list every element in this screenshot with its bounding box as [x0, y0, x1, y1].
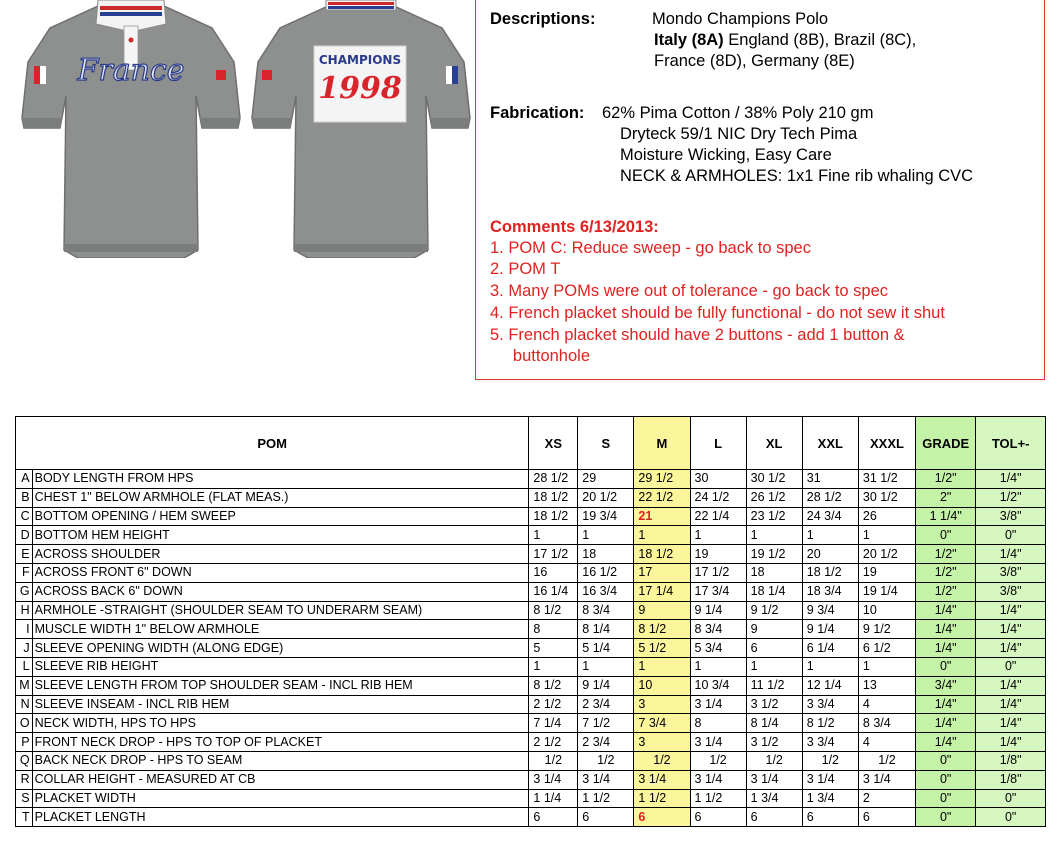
fabrication-label: Fabrication:: [490, 104, 585, 122]
cell-pom-name: FRONT NECK DROP - HPS TO TOP OF PLACKET: [32, 733, 529, 752]
cell-m: 17 1/4: [634, 582, 690, 601]
cell-grade: 1/4": [916, 714, 976, 733]
cell-grade: 0": [916, 770, 976, 789]
cell-tol: 1/4": [976, 545, 1046, 564]
cell-pom-name: ACROSS FRONT 6" DOWN: [32, 563, 529, 582]
cell-s: 1: [578, 657, 634, 676]
cell-xl: 30 1/2: [746, 470, 802, 489]
cell-m: 3 1/4: [634, 770, 690, 789]
cell-xl: 18 1/4: [746, 582, 802, 601]
header-m: M: [634, 417, 690, 470]
cell-xs: 8 1/2: [529, 601, 578, 620]
cell-xs: 8 1/2: [529, 676, 578, 695]
cell-s: 16 3/4: [578, 582, 634, 601]
cell-xxl: 28 1/2: [802, 488, 858, 507]
comment-item-3: 3. Many POMs were out of tolerance - go back to spec: [490, 282, 889, 300]
cell-tol: 3/8": [976, 582, 1046, 601]
cell-xs: 3 1/4: [529, 770, 578, 789]
cell-tol: 1/4": [976, 470, 1046, 489]
cell-m: 3: [634, 695, 690, 714]
cell-l: 10 3/4: [690, 676, 746, 695]
fabrication-line-1: 62% Pima Cotton / 38% Poly 210 gm: [602, 104, 874, 122]
cell-l: 1/2: [690, 751, 746, 770]
cell-xxxl: 1/2: [858, 751, 915, 770]
cell-grade: 0": [916, 789, 976, 808]
cell-m: 22 1/2: [634, 488, 690, 507]
back-patch-year: 1998: [318, 71, 402, 106]
cell-xxxl: 1: [858, 526, 915, 545]
table-row: [16, 789, 1046, 808]
cell-l: 6: [690, 808, 746, 827]
cell-xxl: 9 1/4: [802, 620, 858, 639]
cell-xxl: 6: [802, 808, 858, 827]
cell-xl: 1/2: [746, 751, 802, 770]
cell-xs: 16: [529, 563, 578, 582]
cell-s: 19 3/4: [578, 507, 634, 526]
descriptions-line-1: Mondo Champions Polo: [652, 10, 829, 28]
cell-xs: 17 1/2: [529, 545, 578, 564]
cell-xs: 1: [529, 657, 578, 676]
cell-l: 8: [690, 714, 746, 733]
cell-xl: 1: [746, 526, 802, 545]
cell-xl: 6: [746, 639, 802, 658]
cell-m: 1: [634, 526, 690, 545]
shirt-front-svg: [20, 0, 242, 258]
cell-xxxl: 31 1/2: [858, 470, 915, 489]
cell-tol: 1/2": [976, 488, 1046, 507]
cell-s: 29: [578, 470, 634, 489]
cell-xl: 3 1/2: [746, 733, 802, 752]
cell-m: 7 3/4: [634, 714, 690, 733]
cell-l: 17 1/2: [690, 563, 746, 582]
back-patch-title: CHAMPIONS: [318, 53, 402, 67]
fabrication-line-3: Moisture Wicking, Easy Care: [620, 146, 832, 164]
cell-pom-name: BOTTOM OPENING / HEM SWEEP: [32, 507, 529, 526]
cell-xxl: 20: [802, 545, 858, 564]
cell-l: 3 1/4: [690, 733, 746, 752]
cell-pom-letter: I: [16, 620, 33, 639]
cell-tol: 0": [976, 657, 1046, 676]
cell-s: 2 3/4: [578, 695, 634, 714]
cell-pom-name: PLACKET WIDTH: [32, 789, 529, 808]
header-pom: POM: [16, 417, 529, 470]
comments-title: Comments 6/13/2013:: [490, 218, 659, 236]
cell-tol: 1/4": [976, 601, 1046, 620]
cell-xl: 9 1/2: [746, 601, 802, 620]
header-xxxl: XXXL: [858, 417, 915, 470]
table-row: [16, 507, 1046, 526]
cell-pom-name: BACK NECK DROP - HPS TO SEAM: [32, 751, 529, 770]
cell-m: 10: [634, 676, 690, 695]
cell-s: 6: [578, 808, 634, 827]
comment-item-1: 1. POM C: Reduce sweep - go back to spec: [490, 239, 811, 257]
cell-pom-letter: F: [16, 563, 33, 582]
table-body: [16, 470, 1046, 827]
cell-s: 9 1/4: [578, 676, 634, 695]
header-xl: XL: [746, 417, 802, 470]
cell-pom-name: CHEST 1" BELOW ARMHOLE (FLAT MEAS.): [32, 488, 529, 507]
descriptions-label: Descriptions:: [490, 10, 596, 28]
cell-grade: 3/4": [916, 676, 976, 695]
cell-xxl: 8 1/2: [802, 714, 858, 733]
cell-pom-letter: T: [16, 808, 33, 827]
cell-l: 22 1/4: [690, 507, 746, 526]
cell-pom-letter: M: [16, 676, 33, 695]
cell-pom-name: SLEEVE LENGTH FROM TOP SHOULDER SEAM - INCL RIB HEM: [32, 676, 529, 695]
cell-l: 24 1/2: [690, 488, 746, 507]
table-row: [16, 695, 1046, 714]
cell-tol: 3/8": [976, 563, 1046, 582]
descriptions-line-2-bold: Italy (8A): [654, 31, 724, 49]
cell-xxl: 1 3/4: [802, 789, 858, 808]
cell-xxxl: 1: [858, 657, 915, 676]
cell-grade: 1/2": [916, 563, 976, 582]
descriptions-line-3: France (8D), Germany (8E): [654, 52, 855, 70]
comment-item-2: 2. POM T: [490, 260, 561, 278]
table-row: [16, 657, 1046, 676]
cell-xl: 8 1/4: [746, 714, 802, 733]
cell-xxxl: 20 1/2: [858, 545, 915, 564]
cell-s: 1 1/2: [578, 789, 634, 808]
cell-pom-letter: A: [16, 470, 33, 489]
cell-xs: 18 1/2: [529, 507, 578, 526]
cell-l: 5 3/4: [690, 639, 746, 658]
cell-grade: 0": [916, 657, 976, 676]
cell-m: 18 1/2: [634, 545, 690, 564]
cell-xxl: 1: [802, 526, 858, 545]
descriptions-line-2-rest: England (8B), Brazil (8C),: [723, 31, 917, 49]
cell-xxxl: 4: [858, 733, 915, 752]
cell-tol: 0": [976, 526, 1046, 545]
fabrication-line-4: NECK & ARMHOLES: 1x1 Fine rib whaling CVC: [620, 167, 974, 185]
spec-description-box: [475, 0, 1045, 380]
cell-pom-letter: Q: [16, 751, 33, 770]
cell-xs: 16 1/4: [529, 582, 578, 601]
cell-xs: 8: [529, 620, 578, 639]
cell-xl: 19 1/2: [746, 545, 802, 564]
cell-m: 1 1/2: [634, 789, 690, 808]
cell-s: 1: [578, 526, 634, 545]
header-xs: XS: [529, 417, 578, 470]
cell-xl: 11 1/2: [746, 676, 802, 695]
table-row: [16, 545, 1046, 564]
cell-xl: 9: [746, 620, 802, 639]
cell-xxl: 12 1/4: [802, 676, 858, 695]
table-row: [16, 808, 1046, 827]
cell-tol: 1/4": [976, 695, 1046, 714]
cell-xxl: 1/2: [802, 751, 858, 770]
cell-xxl: 9 3/4: [802, 601, 858, 620]
cell-l: 30: [690, 470, 746, 489]
cell-pom-letter: L: [16, 657, 33, 676]
cell-xl: 26 1/2: [746, 488, 802, 507]
pom-spec-table: [15, 416, 1046, 827]
header-xxl: XXL: [802, 417, 858, 470]
cell-grade: 0": [916, 751, 976, 770]
cell-m: 3: [634, 733, 690, 752]
cell-l: 1: [690, 657, 746, 676]
cell-grade: 1/4": [916, 601, 976, 620]
cell-pom-letter: J: [16, 639, 33, 658]
cell-pom-letter: S: [16, 789, 33, 808]
cell-grade: 1/2": [916, 545, 976, 564]
cell-l: 19: [690, 545, 746, 564]
cell-xxxl: 4: [858, 695, 915, 714]
cell-tol: 0": [976, 789, 1046, 808]
cell-xs: 6: [529, 808, 578, 827]
cell-l: 8 3/4: [690, 620, 746, 639]
table-row: [16, 563, 1046, 582]
cell-xs: 7 1/4: [529, 714, 578, 733]
cell-pom-letter: E: [16, 545, 33, 564]
cell-xxxl: 2: [858, 789, 915, 808]
cell-pom-name: BODY LENGTH FROM HPS: [32, 470, 529, 489]
cell-xxxl: 19: [858, 563, 915, 582]
cell-xxxl: 26: [858, 507, 915, 526]
cell-l: 1 1/2: [690, 789, 746, 808]
cell-grade: 0": [916, 808, 976, 827]
cell-xxl: 18 1/2: [802, 563, 858, 582]
cell-s: 18: [578, 545, 634, 564]
cell-pom-name: SLEEVE RIB HEIGHT: [32, 657, 529, 676]
cell-xl: 18: [746, 563, 802, 582]
cell-tol: 0": [976, 808, 1046, 827]
table-row: [16, 582, 1046, 601]
cell-xxxl: 30 1/2: [858, 488, 915, 507]
cell-grade: 1/2": [916, 470, 976, 489]
table-row: [16, 526, 1046, 545]
cell-pom-name: MUSCLE WIDTH 1" BELOW ARMHOLE: [32, 620, 529, 639]
cell-pom-name: SLEEVE INSEAM - INCL RIB HEM: [32, 695, 529, 714]
table-header-row: [16, 417, 1046, 470]
cell-tol: 1/8": [976, 770, 1046, 789]
cell-pom-name: NECK WIDTH, HPS TO HPS: [32, 714, 529, 733]
cell-s: 5 1/4: [578, 639, 634, 658]
cell-m: 6: [634, 808, 690, 827]
table-row: [16, 601, 1046, 620]
comment-item-4: 4. French placket should be fully functional - do not sew it shut: [490, 304, 945, 322]
cell-xs: 1: [529, 526, 578, 545]
cell-pom-name: ARMHOLE -STRAIGHT (SHOULDER SEAM TO UNDERARM SEAM): [32, 601, 529, 620]
cell-xxxl: 3 1/4: [858, 770, 915, 789]
cell-pom-letter: H: [16, 601, 33, 620]
table-row: [16, 733, 1046, 752]
cell-pom-name: ACROSS SHOULDER: [32, 545, 529, 564]
cell-pom-name: SLEEVE OPENING WIDTH (ALONG EDGE): [32, 639, 529, 658]
table-row: [16, 714, 1046, 733]
cell-xxl: 3 3/4: [802, 733, 858, 752]
table-row: [16, 770, 1046, 789]
cell-xxxl: 8 3/4: [858, 714, 915, 733]
cell-m: 8 1/2: [634, 620, 690, 639]
cell-grade: 0": [916, 526, 976, 545]
table-row: [16, 751, 1046, 770]
cell-xxxl: 10: [858, 601, 915, 620]
cell-tol: 3/8": [976, 507, 1046, 526]
shirt-back-svg: [250, 0, 472, 258]
header-tol: TOL+-: [976, 417, 1046, 470]
cell-m: 17: [634, 563, 690, 582]
header-grade: GRADE: [916, 417, 976, 470]
cell-grade: 1/2": [916, 582, 976, 601]
cell-xxxl: 6: [858, 808, 915, 827]
cell-xl: 3 1/4: [746, 770, 802, 789]
cell-s: 8 3/4: [578, 601, 634, 620]
header-l: L: [690, 417, 746, 470]
cell-pom-letter: G: [16, 582, 33, 601]
cell-pom-letter: C: [16, 507, 33, 526]
cell-pom-name: BOTTOM HEM HEIGHT: [32, 526, 529, 545]
cell-xxl: 24 3/4: [802, 507, 858, 526]
cell-pom-letter: N: [16, 695, 33, 714]
cell-l: 17 3/4: [690, 582, 746, 601]
cell-xxl: 3 3/4: [802, 695, 858, 714]
table-row: [16, 470, 1046, 489]
cell-xl: 1 3/4: [746, 789, 802, 808]
cell-xs: 5: [529, 639, 578, 658]
cell-pom-letter: O: [16, 714, 33, 733]
cell-xxl: 18 3/4: [802, 582, 858, 601]
cell-xxl: 3 1/4: [802, 770, 858, 789]
table-row: [16, 620, 1046, 639]
cell-s: 3 1/4: [578, 770, 634, 789]
cell-s: 20 1/2: [578, 488, 634, 507]
cell-pom-name: COLLAR HEIGHT - MEASURED AT CB: [32, 770, 529, 789]
cell-s: 1/2: [578, 751, 634, 770]
cell-grade: 1/4": [916, 639, 976, 658]
cell-xs: 2 1/2: [529, 733, 578, 752]
cell-xs: 18 1/2: [529, 488, 578, 507]
cell-xxl: 6 1/4: [802, 639, 858, 658]
table-row: [16, 639, 1046, 658]
cell-s: 8 1/4: [578, 620, 634, 639]
cell-xl: 6: [746, 808, 802, 827]
cell-tol: 1/4": [976, 733, 1046, 752]
shirt-front-illustration: [20, 0, 242, 258]
cell-s: 7 1/2: [578, 714, 634, 733]
cell-m: 5 1/2: [634, 639, 690, 658]
cell-m: 1/2: [634, 751, 690, 770]
cell-l: 3 1/4: [690, 695, 746, 714]
cell-l: 9 1/4: [690, 601, 746, 620]
cell-xs: 1/2: [529, 751, 578, 770]
cell-s: 2 3/4: [578, 733, 634, 752]
cell-xs: 28 1/2: [529, 470, 578, 489]
header-s: S: [578, 417, 634, 470]
cell-xs: 1 1/4: [529, 789, 578, 808]
cell-tol: 1/4": [976, 676, 1046, 695]
fabrication-line-2: Dryteck 59/1 NIC Dry Tech Pima: [620, 125, 858, 143]
cell-xxl: 31: [802, 470, 858, 489]
cell-xxl: 1: [802, 657, 858, 676]
cell-xxxl: 19 1/4: [858, 582, 915, 601]
cell-m: 29 1/2: [634, 470, 690, 489]
cell-xl: 3 1/2: [746, 695, 802, 714]
cell-grade: 1/4": [916, 695, 976, 714]
cell-xl: 1: [746, 657, 802, 676]
cell-xs: 2 1/2: [529, 695, 578, 714]
cell-pom-letter: R: [16, 770, 33, 789]
cell-s: 16 1/2: [578, 563, 634, 582]
cell-pom-letter: B: [16, 488, 33, 507]
descriptions-line-2: [654, 30, 916, 51]
comment-item-5: 5. French placket should have 2 buttons - add 1 button &: [490, 326, 905, 344]
cell-pom-letter: P: [16, 733, 33, 752]
cell-pom-name: ACROSS BACK 6" DOWN: [32, 582, 529, 601]
table-row: [16, 488, 1046, 507]
cell-xl: 23 1/2: [746, 507, 802, 526]
cell-m: 9: [634, 601, 690, 620]
cell-tol: 1/8": [976, 751, 1046, 770]
cell-m: 1: [634, 657, 690, 676]
cell-l: 3 1/4: [690, 770, 746, 789]
cell-xxxl: 9 1/2: [858, 620, 915, 639]
cell-grade: 1/4": [916, 733, 976, 752]
cell-pom-name: PLACKET LENGTH: [32, 808, 529, 827]
cell-grade: 2": [916, 488, 976, 507]
table-row: [16, 676, 1046, 695]
cell-grade: 1/4": [916, 620, 976, 639]
front-chest-text: France: [77, 53, 185, 88]
cell-tol: 1/4": [976, 714, 1046, 733]
cell-xxxl: 6 1/2: [858, 639, 915, 658]
cell-pom-letter: D: [16, 526, 33, 545]
cell-tol: 1/4": [976, 620, 1046, 639]
cell-tol: 1/4": [976, 639, 1046, 658]
cell-grade: 1 1/4": [916, 507, 976, 526]
cell-m: 21: [634, 507, 690, 526]
comment-item-5-cont: buttonhole: [490, 347, 590, 365]
shirt-back-illustration: [250, 0, 472, 258]
cell-xxxl: 13: [858, 676, 915, 695]
cell-l: 1: [690, 526, 746, 545]
